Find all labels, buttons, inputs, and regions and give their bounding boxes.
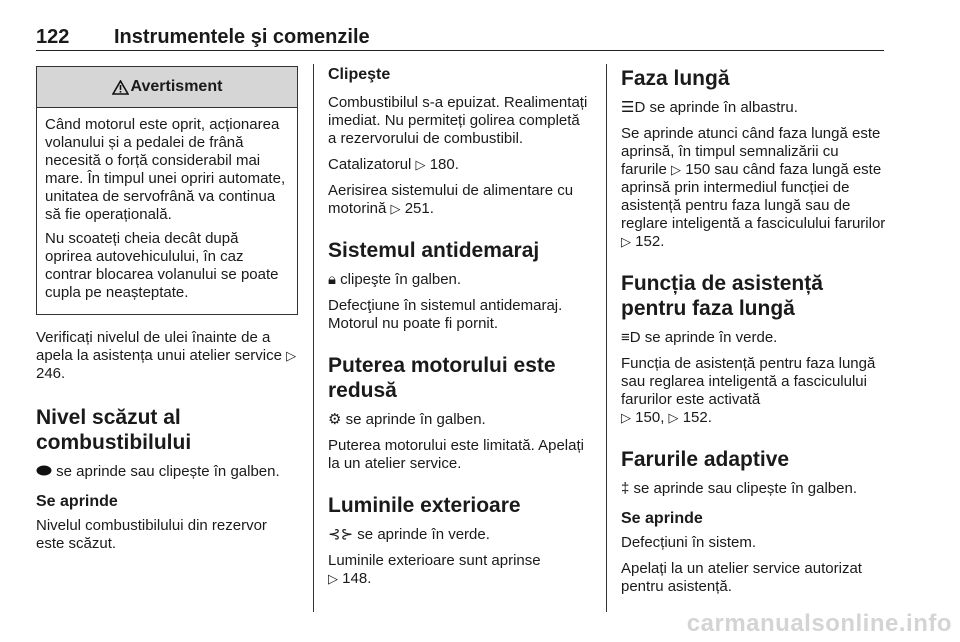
- reference-arrow-icon: ▷: [286, 348, 297, 363]
- reference-arrow-icon: ▷: [668, 410, 679, 425]
- reference-arrow-icon: ▷: [328, 571, 338, 586]
- fuel-level-icon: [36, 465, 52, 476]
- section-heading: Farurile adaptive: [621, 448, 790, 471]
- warning-text: Când motorul este oprit, acționarea volanului și a pedalei de frână necesită o forță considerabil mai mare. În timpul unei opriri automate, unitatea de servofrână va continua să fie operațională.: [45, 116, 286, 223]
- high-beam-icon: ☰D: [621, 99, 646, 116]
- paragraph: Nivelul combustibilului din rezervor este scăzut.: [36, 517, 267, 552]
- paragraph: Luminile exterioare sunt aprinse ▷ 148.: [328, 552, 541, 587]
- section-heading: Luminile exterioare: [328, 494, 521, 517]
- page-header: [36, 14, 884, 51]
- reference-arrow-icon: ▷: [415, 157, 426, 172]
- paragraph: Aerisirea sistemului de alimentare cu motorină ▷ 251.: [328, 182, 574, 217]
- reference-arrow-icon: ▷: [671, 162, 682, 177]
- high-beam-assist-icon: ≡D: [621, 329, 641, 346]
- reference-arrow-icon: ▷: [621, 410, 631, 425]
- page-title: Instrumentele şi comenzile: [114, 26, 370, 48]
- engine-power-icon: ⚙: [328, 411, 342, 428]
- column-3: [621, 66, 887, 604]
- paragraph: Combustibilul s-a epuizat. Realimentați imediat. Nu permiteți golirea completă a rezervorului de combustibil.: [328, 94, 588, 147]
- paragraph: 🔒︎ clipeşte în galben.: [328, 271, 462, 288]
- paragraph: Puterea motorului este limitată. Apelați la un atelier service.: [328, 437, 584, 472]
- paragraph: Defecţiune în sistemul antidemaraj. Motorul nu poate fi pornit.: [328, 297, 563, 332]
- warning-triangle-icon: [112, 80, 129, 95]
- page-number: 122: [36, 26, 70, 48]
- warning-box: [36, 66, 298, 315]
- section-heading: Nivel scăzut al combustibilului: [36, 406, 192, 454]
- paragraph: Funcția de asistență pentru faza lungă sau reglarea inteligentă a fasciculului farurilor este activată ▷ 150, ▷ 152.: [621, 355, 876, 426]
- column-1: [36, 66, 298, 561]
- watermark: carmanualsonline.info: [686, 610, 952, 637]
- paragraph: se aprinde sau clipește în galben.: [36, 463, 298, 481]
- paragraph: ⊰⊱ se aprinde în verde.: [328, 526, 490, 543]
- paragraph: ☰D se aprinde în albastru.: [621, 99, 798, 116]
- section-heading: Faza lungă: [621, 67, 730, 90]
- immobiliser-icon: 🔒︎: [328, 271, 336, 288]
- section-heading: Sistemul antidemaraj: [328, 239, 540, 262]
- column-2: [328, 66, 590, 596]
- paragraph: Verificați nivelul de ulei înainte de a apela la asistența unui atelier service ▷ 246.: [36, 329, 297, 382]
- paragraph: Catalizatorul ▷ 180.: [328, 156, 459, 173]
- column-divider: [313, 64, 314, 612]
- section-heading: Puterea motorului este redusă: [328, 354, 556, 402]
- warning-text: Nu scoateți cheia decât după oprirea autovehiculului, în caz contrar blocarea volanului se poate cupla pe neașteptate.: [45, 230, 279, 301]
- sub-heading: Se aprinde: [621, 510, 703, 527]
- warning-title: Avertisment: [130, 78, 223, 95]
- section-heading: Funcția de asistență pentru faza lungă: [621, 272, 823, 320]
- exterior-lights-icon: ⊰⊱: [328, 526, 354, 543]
- sub-heading: Se aprinde: [36, 493, 118, 510]
- paragraph: Defecțiuni în sistem.: [621, 534, 757, 551]
- paragraph: ≡D se aprinde în verde.: [621, 329, 778, 346]
- paragraph: ⚙ se aprinde în galben.: [328, 411, 486, 428]
- paragraph: Se aprinde atunci când faza lungă este aprinsă, în timpul semnalizării cu farurile ▷ 150 sau când faza lungă este aprinsă prin intermediul funcției de asistență pentru faza lungă sau de reglare inteligentă a fasciculului farurilor ▷ 152.: [621, 125, 886, 250]
- paragraph: Apelați la un atelier service autorizat pentru asistență.: [621, 560, 862, 595]
- warning-header: [37, 67, 297, 108]
- column-divider: [606, 64, 607, 612]
- paragraph: ‡ se aprinde sau clipește în galben.: [621, 480, 857, 497]
- reference-arrow-icon: ▷: [390, 201, 401, 216]
- reference-arrow-icon: ▷: [621, 234, 631, 249]
- sub-heading: Clipeşte: [328, 66, 391, 83]
- adaptive-lights-icon: ‡: [621, 480, 630, 497]
